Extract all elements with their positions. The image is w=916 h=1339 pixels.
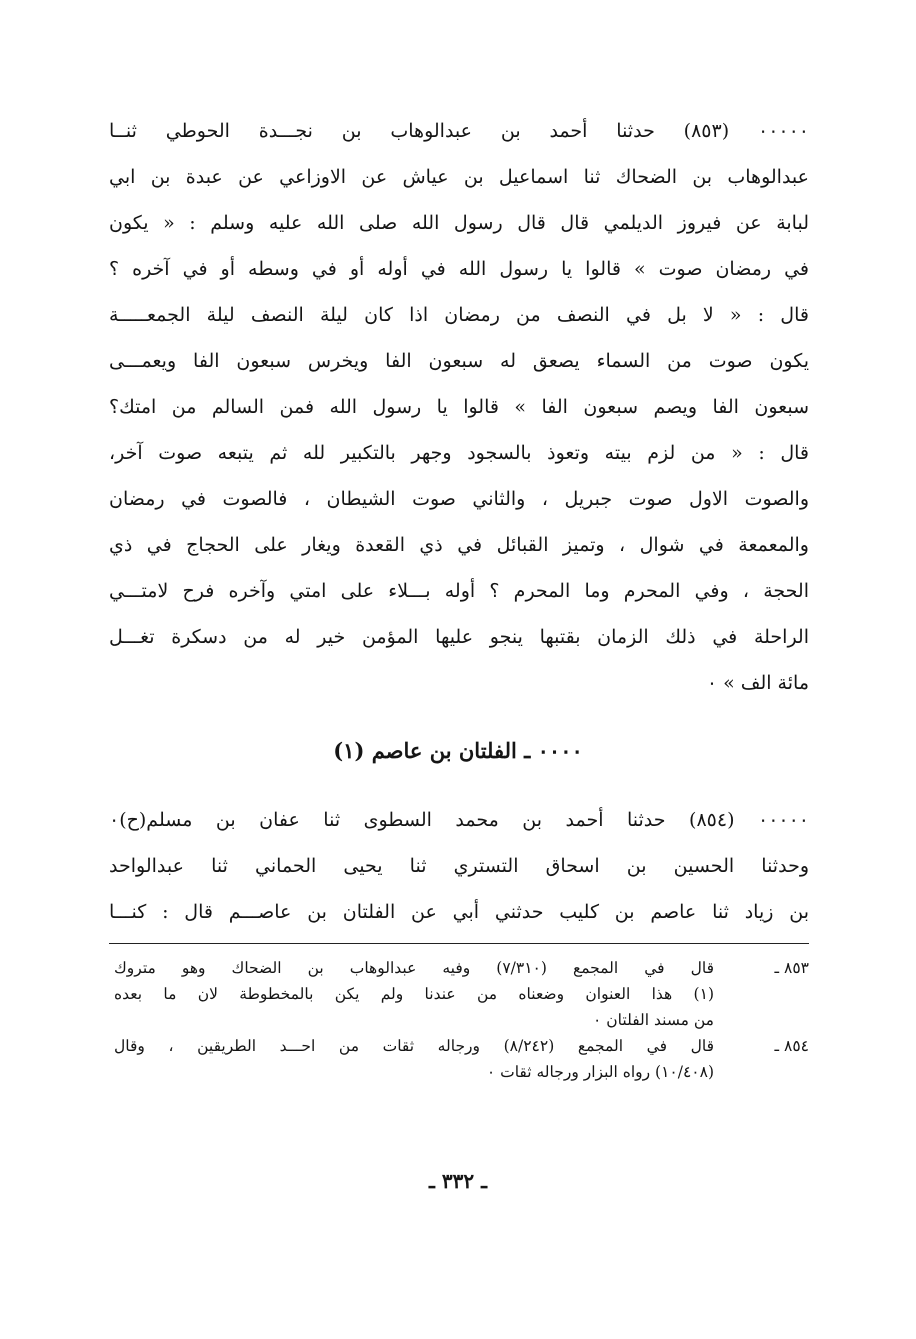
text-line: ٠٠٠٠٠ (٨٥٤) حدثنا أحمد بن محمد السطوى ثنا عفان بن مسلم(ح)٠ [109, 809, 809, 831]
footnote-line [109, 955, 809, 981]
page-number: ـ ٣٣٢ ـ [429, 1169, 487, 1193]
text-line: عبدالوهاب بن الضحاك ثنا اسماعيل بن عياش عن الاوزاعي عن عبدة بن ابي [109, 166, 809, 188]
footnote-854 [109, 1033, 809, 1085]
footnote-number: ٨٥٤ ـ [774, 1037, 809, 1055]
text-line: والمعمعة في شوال ، وتميز القبائل في ذي القعدة ويغار على الحجاج في ذي [109, 534, 809, 556]
text-line: قال : « لا بل في النصف من رمضان اذا كان ليلة النصف ليلة الجمعـــــة [109, 304, 809, 326]
text-line: لبابة عن فيروز الديلمي قال قال رسول الله صلى الله عليه وسلم : « يكون [109, 212, 809, 234]
hadith-854-paragraph [109, 797, 809, 935]
text-line: بن زياد ثنا عاصم بن كليب حدثني أبي عن الفلتان بن عاصـــم قال : كنـــا [109, 901, 809, 923]
footnote-text: (١٠/٤٠٨) رواه البزار ورجاله ثقات ٠ [486, 1063, 714, 1081]
section-heading: ٠٠٠٠ ـ الفلتان بن عاصم (١) [333, 738, 583, 763]
text-line: يكون صوت من السماء يصعق له سبعون الفا ويخرس سبعون الفا ويعمـــى [109, 350, 809, 372]
footnotes [109, 955, 809, 1085]
text-line: والصوت الاول صوت جبريل ، والثاني صوت الشيطان ، فالصوت في رمضان [109, 488, 809, 510]
footnote-number: ٨٥٣ ـ [774, 959, 809, 977]
footnote-line [109, 1059, 809, 1085]
footnote-line [109, 1007, 809, 1033]
text-line: سبعون الفا ويصم سبعون الفا » قالوا يا رسول الله فمن السالم من امتك؟ [109, 396, 809, 418]
footnote-text: قال في المجمع (٨/٢٤٢) ورجاله ثقات من احـــد الطريقين ، وقال [114, 1037, 714, 1055]
text-line: في رمضان صوت » قالوا يا رسول الله في أوله أو في وسطه أو في آخره ؟ [109, 258, 809, 280]
text-line: مائة الف » ٠ [706, 672, 809, 694]
footnote-separator [109, 943, 809, 944]
text-line: وحدثنا الحسين بن اسحاق التستري ثنا يحيى الحماني ثنا عبدالواحد [109, 855, 809, 877]
footnote-text: قال في المجمع (٧/٣١٠) وفيه عبدالوهاب بن الضحاك وهو متروك [114, 959, 714, 977]
footnote-line [109, 1033, 809, 1059]
text-line: الحجة ، وفي المحرم وما المحرم ؟ أوله بـــلاء على امتي وآخره فرح لامتـــي [109, 580, 809, 602]
footnote-853 [109, 955, 809, 1033]
text-line: قال : « من لزم بيته وتعوذ بالسجود وجهر بالتكبير لله ثم يتبعه صوت آخر، [109, 442, 809, 464]
footnote-text: (١) هذا العنوان وضعناه من عندنا ولم يكن بالمخطوطة لان ما بعده [114, 985, 714, 1003]
footnote-line [109, 981, 809, 1007]
hadith-853-paragraph [109, 108, 809, 706]
text-line: ٠٠٠٠٠ (٨٥٣) حدثنا أحمد بن عبدالوهاب بن نجـــدة الحوطي ثنــا [109, 120, 809, 142]
text-line: الراحلة في ذلك الزمان بقتبها ينجو عليها المؤمن خير له من دسكرة تغـــل [109, 626, 809, 648]
footnote-text: من مسند الفلتان ٠ [593, 1011, 714, 1029]
